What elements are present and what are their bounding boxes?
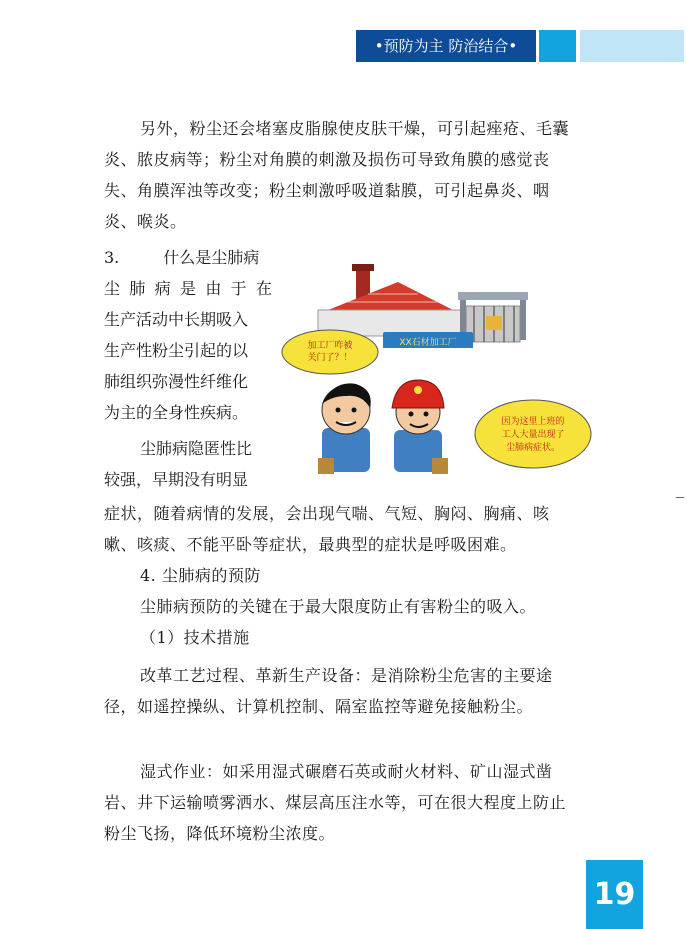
paragraph-wet-operation: 湿式作业：如采用湿式碾磨石英或耐火材料、矿山湿式凿岩、井下运输喷雾洒水、煤层高压注水等，可在很大程度上防止粉尘飞扬，降低环境粉尘浓度。 — [104, 762, 567, 843]
definition-line-2: 生产活动中长期吸入 — [104, 310, 249, 329]
paragraph-skin-effects: 另外，粉尘还会堵塞皮脂腺使皮肤干燥，可引起痤疮、毛囊炎、脓皮病等；粉尘对角膜的刺激及损伤可导致角膜的感觉丧失、角膜浑浊等改变；粉尘刺激呼吸道黏膜，可引起鼻炎、咽炎、喉炎。 — [104, 119, 570, 231]
header-title: •预防为主 防治结合• — [356, 30, 536, 62]
hidden-line-2: 较强，早期没有明显 — [104, 470, 249, 489]
gate-beam — [458, 292, 528, 300]
header-light-block — [580, 30, 684, 62]
paragraph-prevention-key: 尘肺病预防的关键在于最大限度防止有害粉尘的吸入。 — [140, 597, 537, 616]
paragraph-process-reform: 改革工艺过程、革新生产设备：是消除粉尘危害的主要途径，如遥控操纵、计算机控制、隔室监控等避免接触粉尘。 — [104, 666, 553, 716]
paragraph-symptoms: 症状，随着病情的发展，会出现气喘、气短、胸闷、胸痛、咳嗽、咳痰、不能平卧等症状，最典型的症状是呼吸困难。 — [104, 504, 550, 554]
speech-bubble-left — [282, 330, 378, 374]
definition-line-1: 尘 肺 病 是 由 于 在 — [104, 279, 272, 298]
page-number: 19 — [586, 860, 643, 929]
bubble-right-line-2: 工人大量出现了 — [501, 430, 565, 440]
margin-tick — [676, 497, 684, 498]
question-title: 什么是尘肺病 — [163, 248, 260, 267]
factory-closure-illustration — [278, 262, 598, 484]
definition-line-3: 生产性粉尘引起的以 — [104, 341, 249, 360]
worker-left — [318, 383, 371, 474]
header-bar — [356, 30, 684, 62]
heading-prevention: 4. 尘肺病的预防 — [140, 566, 261, 585]
seal-sticker — [486, 316, 502, 330]
header-accent-block — [539, 30, 576, 62]
factory-sign-text: XX石材加工厂 — [399, 338, 457, 348]
bubble-left-line-2: 关门了？！ — [307, 353, 353, 363]
question-number: 3. — [104, 248, 120, 267]
heading-technical-measures: （1）技术措施 — [140, 628, 250, 647]
bubble-left-line-1: 加工厂咋被 — [307, 341, 353, 351]
definition-line-5: 为主的全身性疾病。 — [104, 403, 249, 422]
hidden-line-1: 尘肺病隐匿性比 — [140, 439, 253, 458]
question-3-heading — [104, 242, 272, 273]
definition-line-4: 肺组织弥漫性纤维化 — [104, 372, 249, 391]
bubble-right-line-1: 因为这里上班的 — [501, 417, 565, 427]
bubble-right-line-3: 尘肺病症状。 — [505, 443, 561, 453]
factory-roof — [328, 282, 453, 310]
